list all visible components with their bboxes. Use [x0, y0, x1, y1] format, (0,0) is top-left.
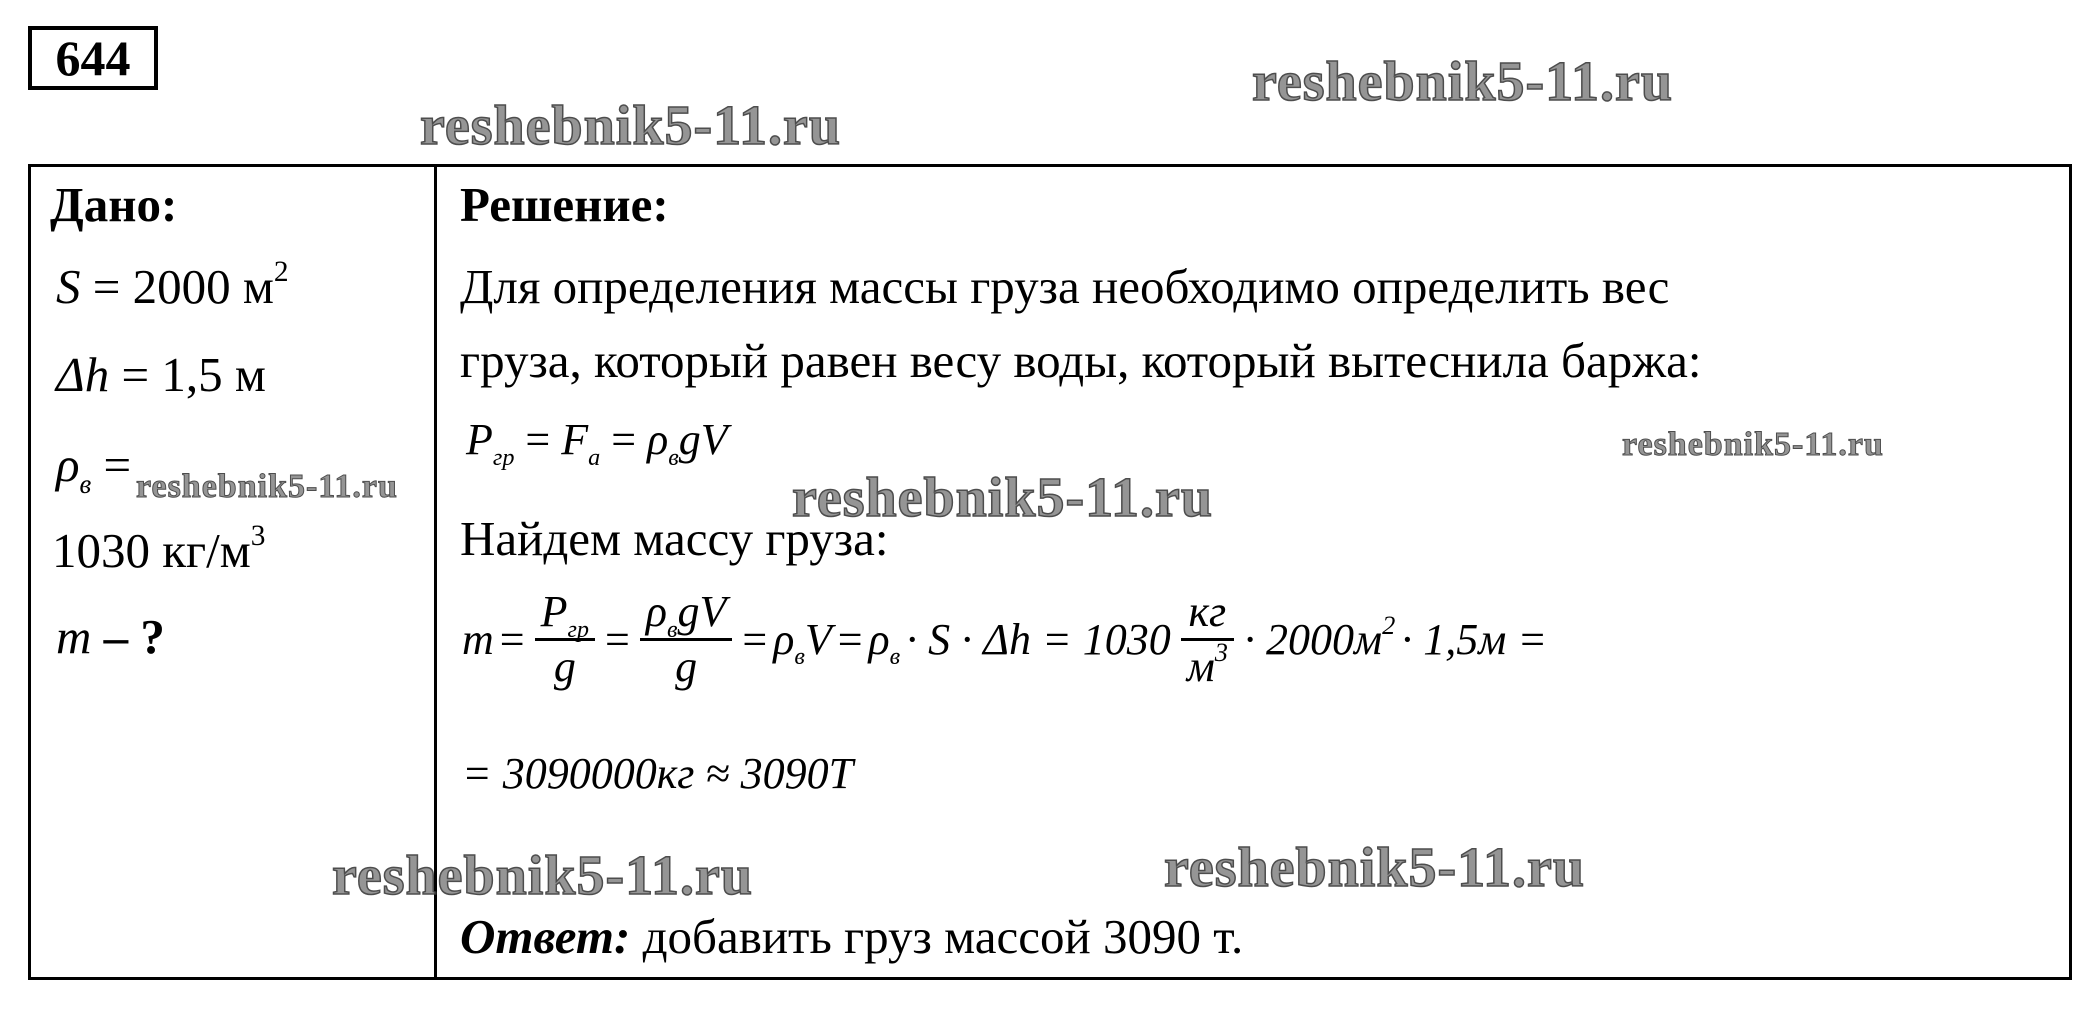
watermark: reshebnik5-11.ru [1252, 51, 1674, 113]
given-unknown [56, 609, 165, 664]
formula-result: = 3090000кг ≈ 3090Т [462, 749, 854, 798]
watermark: reshebnik5-11.ru [136, 468, 398, 505]
density-equals: = [103, 437, 132, 492]
density-exponent: 3 [250, 519, 266, 552]
area-exponent: 2 [273, 255, 289, 288]
fraction-rhogv-over-g: $\frac{\rho_вgV}{g}$ [640, 590, 733, 689]
answer-label: Ответ: [460, 909, 631, 964]
given-heading: Дано: [50, 177, 178, 232]
solution-intro-line2: груза, который равен весу воды, который вытеснила баржа: [460, 333, 1702, 388]
watermark: reshebnik5-11.ru [1164, 837, 1586, 899]
height-value: = 1,5 м [121, 347, 266, 402]
solution-intro-line1: Для определения массы груза необходимо определить вес [460, 259, 1670, 314]
solution-heading: Решение: [460, 177, 669, 232]
answer-text: добавить груз массой 3090 т. [642, 909, 1244, 964]
area-variable: S [56, 259, 81, 314]
fraction-units: $\frac{кг}{м^3}$ [1181, 590, 1234, 689]
given-area [56, 255, 289, 314]
given-height [56, 347, 266, 402]
find-mass-text: Найдем массу груза: [460, 511, 889, 566]
given-density [56, 437, 132, 500]
watermark: reshebnik5-11.ru [332, 845, 754, 907]
unknown-question: – ? [103, 609, 165, 664]
unknown-variable: m [56, 609, 92, 664]
density-variable: ρ [56, 437, 80, 492]
formula-mass: m = $\frac{P_{гр}}{g}$ = $\frac{\rho_вgV}{g}$ = $\rho_вV$ = $\rho_в$ · S · Δh = 1030 $\frac{кг}{м^3}$ · $2000м^2$ · 1,5м = [462, 587, 1548, 691]
height-variable: Δh [56, 347, 110, 402]
fraction-weight-over-g: $\frac{P_{гр}}{g}$ [535, 590, 595, 689]
density-subscript: в [79, 469, 92, 500]
problem-number: 644 [28, 26, 158, 90]
watermark: reshebnik5-11.ru [792, 467, 1214, 529]
watermark: reshebnik5-11.ru [420, 95, 842, 157]
area-value: = 2000 м [92, 259, 274, 314]
answer [460, 909, 1244, 964]
formula-weight: $P_{гр} = F_a = \rho_вgV$ [466, 415, 728, 471]
watermark: reshebnik5-11.ru [1622, 426, 1884, 463]
given-density-value: 1030 $кг/м^3$ [52, 519, 266, 578]
